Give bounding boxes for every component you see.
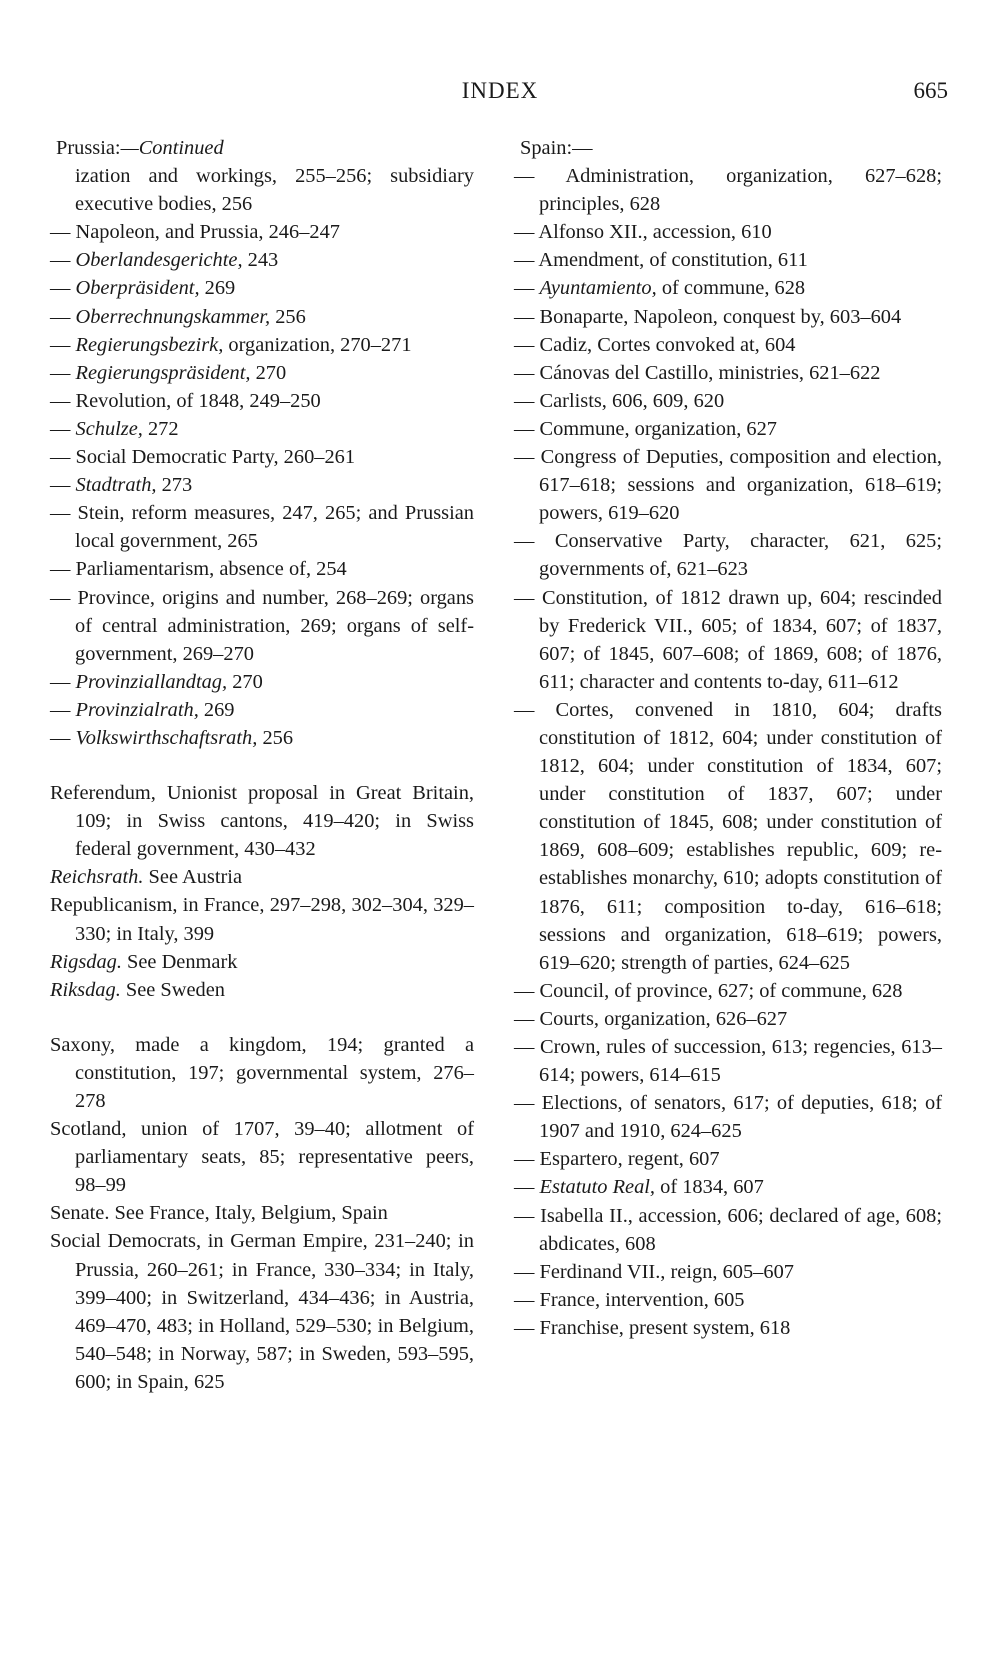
entry-text: Stein, reform measures, 247, 265; and Prussian local government, 265 — [75, 502, 474, 553]
s-entries — [50, 1031, 474, 1396]
r-entries — [50, 779, 474, 1004]
entry-text: Alfonso XII., accession, 610 — [538, 221, 772, 244]
index-subentry — [50, 443, 474, 471]
index-subentry — [514, 584, 942, 696]
index-subentry — [514, 977, 942, 1005]
dash: — — [514, 979, 540, 1002]
entry-term: Oberpräsident, — [75, 277, 200, 300]
index-subentry — [514, 303, 942, 331]
dash: — — [50, 446, 76, 469]
dash: — — [50, 305, 76, 328]
index-subentry — [514, 1089, 942, 1145]
index-subentry — [514, 443, 942, 527]
index-subentry — [50, 415, 474, 443]
dash: — — [514, 221, 539, 244]
dash: — — [514, 389, 540, 412]
entry-text: 269 — [199, 277, 236, 300]
dash: — — [514, 1316, 540, 1339]
entry-text: 270 — [227, 670, 263, 693]
index-subentry — [50, 696, 474, 724]
index-subentry — [514, 1005, 942, 1033]
entry-term: Provinziallandtag, — [75, 670, 228, 693]
entry-text: Franchise, present system, 618 — [539, 1316, 791, 1339]
entry-text: 270 — [250, 361, 287, 384]
dash: — — [514, 530, 555, 553]
entry-heading-spain: Spain:— — [520, 137, 593, 159]
index-subentry — [50, 584, 474, 668]
index-subentry — [514, 1145, 942, 1173]
entry-text: Bonaparte, Napoleon, conquest by, 603–604 — [539, 305, 902, 328]
entry-text: Cánovas del Castillo, ministries, 621–622 — [539, 361, 881, 384]
entry-text: France, intervention, 605 — [539, 1288, 745, 1311]
index-subentry — [50, 218, 474, 246]
index-subentry — [514, 274, 942, 302]
entry-term: Reichsrath. — [50, 866, 144, 889]
dash: — — [514, 586, 542, 609]
index-subentry — [514, 527, 942, 583]
entry-text: 272 — [142, 417, 179, 440]
index-subentry — [50, 724, 474, 752]
index-subentry — [514, 1314, 942, 1342]
dash: — — [514, 1176, 540, 1199]
page-title: INDEX — [461, 78, 539, 103]
index-entry — [50, 863, 474, 891]
dash: — — [514, 249, 539, 272]
entry-text: 243 — [242, 249, 279, 272]
left-column — [50, 134, 474, 1396]
index-subentry — [514, 415, 942, 443]
index-subentry — [514, 1173, 942, 1201]
index-subentry — [50, 274, 474, 302]
dash: — — [514, 305, 540, 328]
dash: — — [514, 1260, 540, 1283]
dash: — — [514, 446, 541, 469]
index-entry — [50, 1115, 474, 1199]
entry-term: Estatuto Real, — [539, 1176, 656, 1199]
index-subentry — [514, 1202, 942, 1258]
entry-term: Regierungspräsident, — [75, 361, 251, 384]
dash: — — [514, 417, 540, 440]
index-subentry — [50, 499, 474, 555]
heading-continued: —Continued — [120, 137, 224, 159]
continued-text — [50, 162, 474, 218]
entry-text: 256 — [257, 726, 294, 749]
dash: — — [50, 417, 76, 440]
entry-text: Isabella II., accession, 606; declared of age, 608; abdicates, 608 — [539, 1204, 943, 1255]
index-subentry — [50, 359, 474, 387]
entry-term: Regierungsbezirk, — [75, 333, 224, 356]
entry-text: Crown, rules of succession, 613; regencies, 613–614; powers, 614–615 — [539, 1036, 942, 1087]
index-entry — [50, 976, 474, 1004]
dash: — — [50, 474, 76, 497]
entry-text: See Sweden — [120, 978, 225, 1001]
section-gap — [50, 1004, 474, 1031]
dash: — — [514, 1036, 540, 1058]
index-subentry — [50, 303, 474, 331]
entry-text: Courts, organization, 626–627 — [539, 1007, 788, 1030]
section-gap — [50, 752, 474, 779]
index-subentry — [514, 331, 942, 359]
entry-text: Province, origins and number, 268–269; organs of central administration, 269; organs of self-government, 269–270 — [75, 586, 474, 665]
continued-line: ization and workings, 255–256; subsidiary executive bodies, 256 — [75, 165, 474, 216]
entry-text: See Denmark — [121, 950, 238, 973]
entry-term: Provinzialrath, — [75, 698, 199, 721]
dash: — — [514, 1288, 540, 1311]
entry-term: Rigsdag. — [50, 950, 122, 973]
index-subentry — [50, 471, 474, 499]
dash: — — [50, 558, 76, 581]
entry-term: Schulze, — [75, 417, 143, 440]
index-subentry — [514, 1286, 942, 1314]
index-subentry — [514, 387, 942, 415]
dash: — — [50, 361, 76, 384]
right-column — [514, 134, 942, 1342]
dash: — — [514, 1148, 540, 1171]
entry-text: 273 — [156, 474, 193, 497]
prussia-subentries — [50, 218, 474, 752]
entry-text: organization, 270–271 — [223, 333, 412, 356]
index-entry — [50, 1199, 474, 1227]
index-subentry — [514, 1258, 942, 1286]
entry-text: Constitution, of 1812 drawn up, 604; rescinded by Frederick VII., 605; of 1834, 607; of 1837, 607; of 1845, 607–608; of 1869, 608; of 1876, 611; character and contents to-day, 611–612 — [539, 586, 942, 693]
entry-text: Republicanism, in France, 297–298, 302–304, 329–330; in Italy, 399 — [50, 894, 474, 945]
index-subentry — [50, 387, 474, 415]
entry-text: Administration, organization, 627–628; principles, 628 — [539, 165, 942, 216]
entry-text: Referendum, Unionist proposal in Great Britain, 109; in Swiss cantons, 419–420; in Swiss federal government, 430–432 — [50, 782, 474, 861]
dash: — — [50, 670, 76, 693]
index-subentry — [514, 1033, 942, 1089]
entry-text: Social Democrats, in German Empire, 231–240; in Prussia, 260–261; in France, 330–334; in Italy, 399–400; in Switzerland, 434–436; in Austria, 469–470, 483; in Holland, 529–530; in Belgium, 540–548; in Norway, 587; in Sweden, 593–595, 600; in Spain, 625 — [50, 1230, 474, 1393]
index-subentry — [514, 162, 942, 218]
entry-text: Cadiz, Cortes convoked at, 604 — [539, 333, 796, 356]
index-entry — [50, 1031, 474, 1115]
entry-term: Oberrechnungskammer, — [75, 305, 271, 328]
entry-text: Espartero, regent, 607 — [539, 1148, 720, 1171]
entry-text: Carlists, 606, 609, 620 — [539, 389, 725, 412]
entry-text: of commune, 628 — [656, 277, 806, 300]
dash: — — [50, 502, 78, 525]
index-subentry — [514, 359, 942, 387]
entry-term: Ayuntamiento, — [539, 277, 657, 300]
entry-term: Riksdag. — [50, 978, 121, 1001]
dash: — — [514, 1204, 541, 1227]
index-entry — [50, 948, 474, 976]
index-subentry — [514, 696, 942, 977]
entry-text: Conservative Party, character, 621, 625; governments of, 621–623 — [539, 530, 942, 581]
index-entry — [50, 891, 474, 947]
dash: — — [50, 586, 78, 609]
entry-text: See Austria — [143, 866, 242, 889]
dash: — — [50, 698, 76, 721]
entry-text: 256 — [270, 305, 306, 328]
entry-text: Ferdinand VII., reign, 605–607 — [539, 1260, 794, 1283]
entry-term: Oberlandesgerichte, — [75, 249, 243, 272]
spain-subentries — [514, 162, 942, 1342]
entry-text: Commune, organization, 627 — [539, 417, 777, 440]
entry-text: 269 — [198, 698, 235, 721]
dash: — — [514, 1007, 540, 1030]
index-subentry — [50, 668, 474, 696]
index-entry — [50, 1227, 474, 1396]
dash: — — [50, 249, 76, 272]
dash: — — [514, 333, 540, 356]
running-header — [0, 78, 1000, 118]
entry-text: Congress of Deputies, composition and election, 617–618; sessions and organization, 618–619; powers, 619–620 — [539, 446, 942, 525]
entry-heading-prussia — [50, 134, 474, 162]
dash: — — [50, 221, 76, 244]
index-subentry — [50, 555, 474, 583]
dash: — — [50, 277, 76, 300]
dash: — — [50, 726, 76, 749]
entry-text: of 1834, 607 — [655, 1176, 764, 1199]
index-subentry — [50, 331, 474, 359]
entry-text: Napoleon, and Prussia, 246–247 — [75, 221, 340, 244]
entry-text: Parliamentarism, absence of, 254 — [75, 558, 347, 581]
dash: — — [514, 361, 540, 384]
index-entry — [50, 779, 474, 863]
heading-term: Prussia: — [56, 137, 121, 159]
entry-text: Senate. See France, Italy, Belgium, Spain — [50, 1202, 388, 1225]
index-subentry — [50, 246, 474, 274]
entry-text: Social Democratic Party, 260–261 — [75, 446, 356, 469]
entry-term: Stadtrath, — [75, 474, 157, 497]
dash: — — [50, 389, 76, 412]
dash: — — [514, 698, 556, 721]
entry-text: Scotland, union of 1707, 39–40; allotment of parliamentary seats, 85; representative peers, 98–99 — [50, 1118, 474, 1197]
dash: — — [514, 277, 540, 300]
entry-text: Revolution, of 1848, 249–250 — [75, 389, 321, 412]
entry-text: Council, of province, 627; of commune, 628 — [539, 979, 903, 1002]
entry-text: Amendment, of constitution, 611 — [538, 249, 808, 272]
page-number: 665 — [913, 78, 948, 103]
entry-text: Elections, of senators, 617; of deputies, 618; of 1907 and 1910, 624–625 — [539, 1092, 942, 1143]
index-subentry — [514, 246, 942, 274]
dash: — — [514, 165, 566, 188]
entry-term: Volkswirthschaftsrath, — [75, 726, 258, 749]
dash: — — [50, 333, 76, 356]
index-subentry — [514, 218, 942, 246]
entry-text: Saxony, made a kingdom, 194; granted a constitution, 197; governmental system, 276–278 — [50, 1033, 474, 1112]
dash: — — [514, 1092, 542, 1115]
entry-text: Cortes, convened in 1810, 604; drafts constitution of 1812, 604; under constitution of 1812, 604; under constitution of 1834, 607; under constitution of 1837, 607; under constitution of 1845, 608; under constitution of 1869, 608–609; establishes republic, 609; re-establishes monarchy, 610; adopts constitution of 1876, 611; composition to-day, 616–618; sessions and organization, 618–619; powers, 619–620; strength of parties, 624–625 — [539, 698, 942, 974]
